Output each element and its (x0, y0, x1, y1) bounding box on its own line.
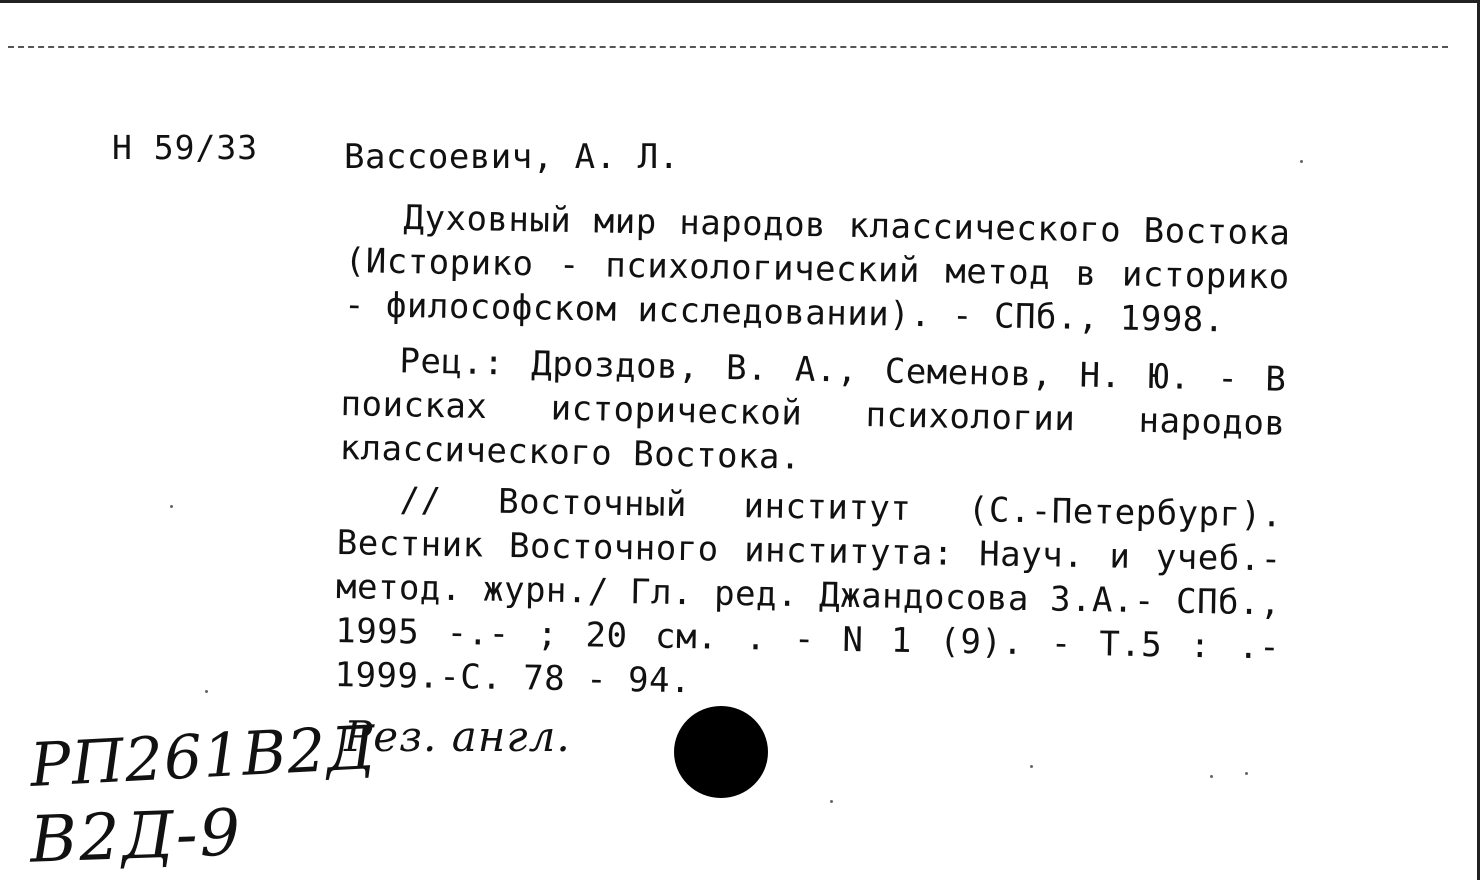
scan-speck (1300, 160, 1303, 163)
review-citation: Рец.: Дроздов, В. А., Семенов, Н. Ю. - В поисках исторической психологии народов классического Востока. (339, 341, 1287, 478)
author-name: Вассоевич, А. Л. (344, 137, 680, 177)
scan-speck (1030, 765, 1033, 768)
handwritten-code-2: В2Д-9 (28, 796, 244, 878)
scan-speck (830, 800, 833, 803)
record-title: Духовный мир народов классического Востока (Историко - психологический метод в историко - философском исследовании). - СПб., 1998. (343, 198, 1291, 341)
scan-speck (170, 505, 173, 508)
source-citation: // Восточный институт (С.-Петербург). Вестник Восточного института: Науч. и учеб.-метод. журн./ Гл. ред. Джандосова З.А.- СПб., 1995 -.- ; 20 см. . - N 1 (9). - Т.5 : .- 1999.-С. 78 - 94. (334, 480, 1283, 702)
scan-speck (1210, 775, 1213, 778)
handwritten-note: Рез. англ. (344, 712, 571, 761)
shelfmark: Н 59/33 (112, 128, 259, 167)
punch-hole (674, 706, 768, 798)
scan-speck (1245, 772, 1248, 775)
dashed-rule (8, 46, 1448, 48)
handwritten-code-1: РП261В2Д (28, 712, 378, 802)
scan-speck (205, 690, 208, 693)
card-top-edge (0, 0, 1480, 3)
